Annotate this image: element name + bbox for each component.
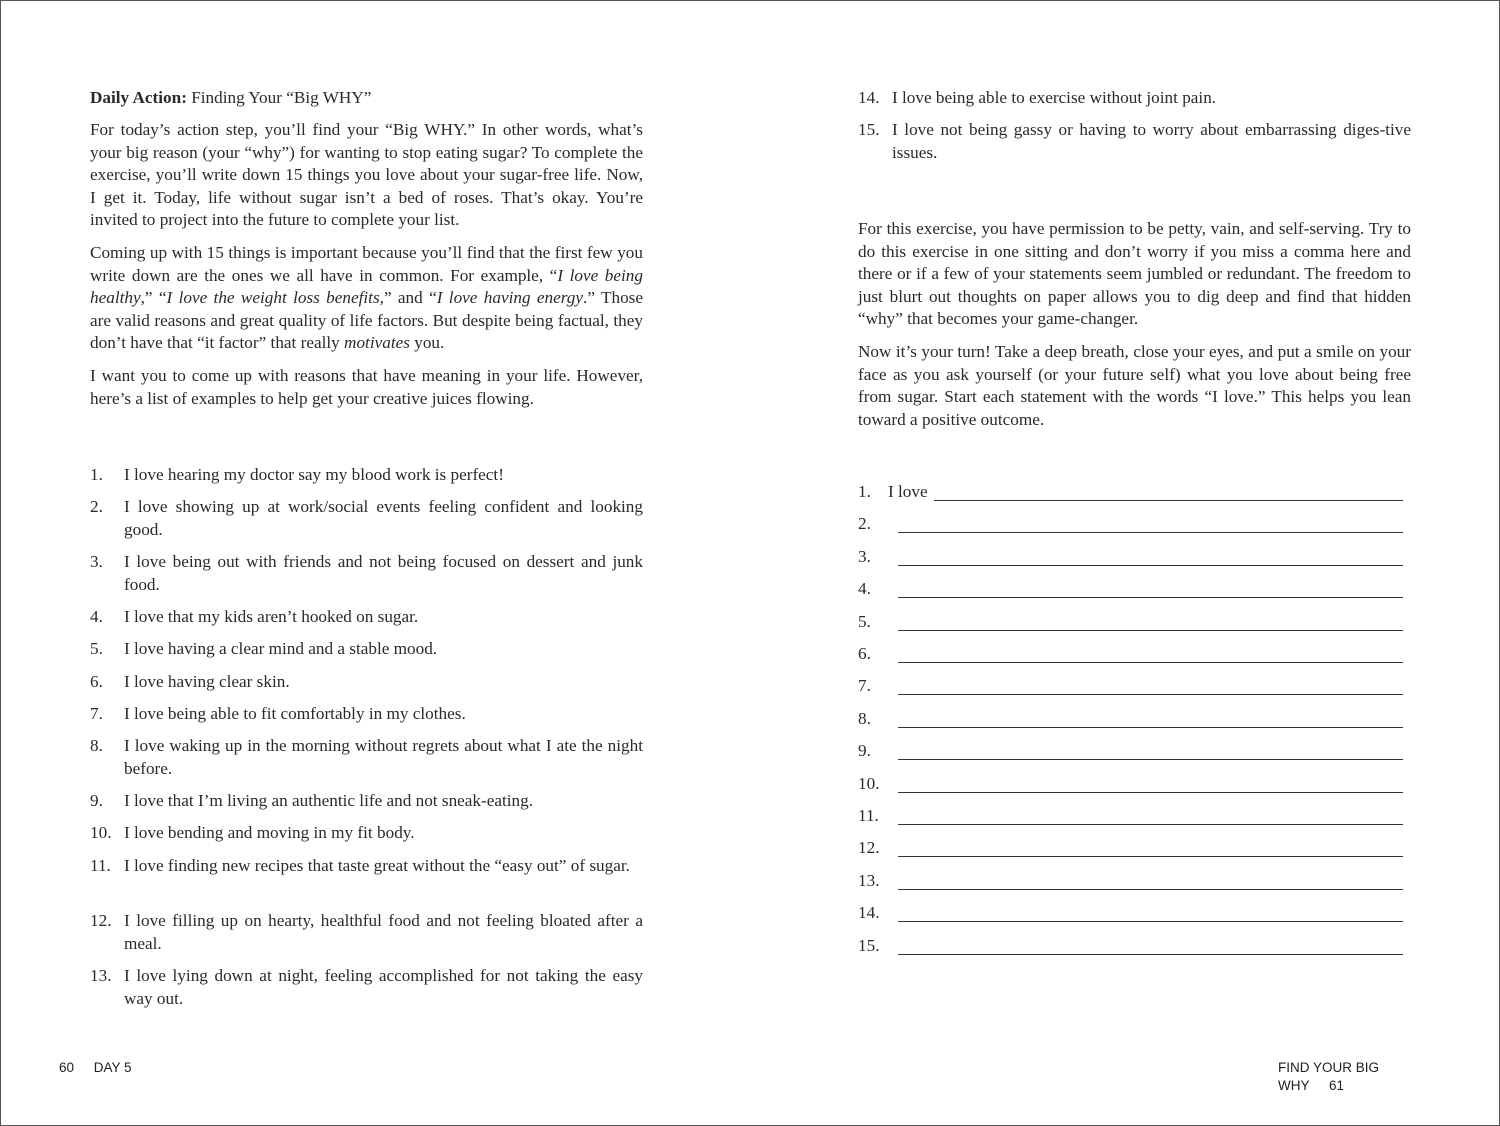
list-item-number: 13.	[90, 966, 112, 985]
list-item	[90, 965, 643, 1010]
fill-in-lead-text: I love	[888, 482, 928, 501]
list-item-text: I love lying down at night, feeling accomplished for not taking the easy way out.	[124, 966, 643, 1008]
list-item-text: I love finding new recipes that taste great without the “easy out” of sugar.	[124, 856, 630, 875]
para2-emphasis: motivates	[344, 333, 410, 353]
list-item	[90, 606, 643, 629]
list-item-number: 14.	[858, 88, 880, 107]
list-item-number: 6.	[90, 672, 103, 691]
fill-in-row	[858, 902, 1403, 924]
list-item-number: 11.	[90, 856, 111, 875]
fill-in-row	[858, 805, 1403, 827]
fill-in-blank-line[interactable]	[898, 597, 1403, 598]
list-item	[90, 638, 643, 661]
para2-example-3: I love having energy	[436, 288, 584, 308]
list-item-number: 12.	[90, 911, 112, 930]
list-item-text: I love having a clear mind and a stable mood.	[124, 639, 438, 658]
fill-in-blank-line[interactable]	[898, 954, 1403, 955]
fill-in-row	[858, 708, 1403, 730]
list-item-text: I love being able to fit comfortably in my clothes.	[124, 704, 466, 723]
list-item-text: I love showing up at work/social events feeling confident and looking good.	[124, 497, 643, 539]
right-footer	[1278, 1059, 1411, 1095]
fill-in-row	[858, 773, 1403, 795]
fill-in-row	[858, 935, 1403, 957]
fill-in-row	[858, 740, 1403, 762]
fill-in-blank-line[interactable]	[898, 792, 1403, 793]
list-item	[858, 87, 1411, 110]
left-page	[59, 0, 643, 1126]
page-number: 60	[59, 1060, 75, 1075]
list-item	[90, 496, 643, 541]
fill-in-number: 12.	[858, 838, 880, 858]
list-item-text: I love that I’m living an authentic life and not sneak-eating.	[124, 791, 534, 810]
fill-in-blank-line[interactable]	[898, 856, 1403, 857]
list-item	[90, 855, 643, 878]
para2-example-1: I love being healthy	[90, 265, 643, 308]
list-item-number: 10.	[90, 823, 112, 842]
fill-in-blank-line[interactable]	[898, 759, 1403, 760]
list-item	[90, 551, 643, 596]
fill-in-blank-line[interactable]	[898, 565, 1403, 566]
fill-in-number: 2.	[858, 514, 871, 534]
list-item-number: 5.	[90, 639, 103, 658]
running-head: FIND YOUR BIG WHY	[1278, 1060, 1380, 1093]
fill-in-row	[858, 513, 1403, 535]
fill-in-number: 4.	[858, 579, 871, 599]
list-item	[90, 910, 643, 955]
list-item-text: I love being able to exercise without joint pain.	[892, 88, 1217, 107]
list-item-text: I love having clear skin.	[124, 672, 290, 691]
heading-title: Finding Your “Big WHY”	[191, 88, 372, 107]
fill-in-number: 14.	[858, 903, 880, 923]
list-item-text: I love not being gassy or having to worry about embarrassing diges-tive issues.	[892, 120, 1411, 162]
fill-in-number: 9.	[858, 741, 871, 761]
right-page	[858, 0, 1411, 1126]
list-item-number: 8.	[90, 736, 103, 755]
permission-paragraph: For this exercise, you have permission to be petty, vain, and self-serving. Try to do this exercise in one sitting and don’t worry if you miss a comma here and there or if a few of your statements seem jumbled or redundant. The freedom to just blurt out thoughts on paper allows you to dig deep and find that hidden “why” that becomes your game-changer.	[858, 219, 1411, 329]
fill-in-blank-line[interactable]	[898, 889, 1403, 890]
fill-in-number: 1.	[858, 482, 871, 501]
fill-in-number: 3.	[858, 546, 871, 566]
heading-label: Daily Action:	[90, 88, 187, 107]
fill-in-number: 6.	[858, 644, 871, 663]
list-item-text: I love bending and moving in my fit body.	[124, 823, 415, 842]
list-item-text: I love hearing my doctor say my blood work is perfect!	[124, 465, 504, 484]
list-item	[858, 119, 1411, 164]
fill-in-number: 5.	[858, 611, 871, 631]
fill-in-number: 11.	[858, 806, 879, 825]
para2-text-4: .” Those are valid reasons and great quality of life factors. But despite being factual, they don’t have that “it factor” that really	[90, 288, 643, 353]
running-head: DAY 5	[93, 1060, 132, 1075]
fill-in-number: 15.	[858, 935, 880, 955]
intro-paragraph: For today’s action step, you’ll find your “Big WHY.” In other words, what’s your big reason (your “why”) for wanting to stop eating sugar? To complete the exercise, you’ll write down 15 things you love about your sugar-free life. Now, I get it. Today, life without sugar isn’t a bed of roses. That’s okay. You’re invited to project into the future to complete your list.	[90, 120, 643, 230]
list-item	[90, 735, 643, 780]
fill-in-row	[858, 611, 1403, 633]
your-turn-paragraph: Now it’s your turn! Take a deep breath, close your eyes, and put a smile on your face as you ask yourself (or your future self) what you love about being free from sugar. Start each statement with the words “I love.” This helps you lean toward a positive outcome.	[858, 342, 1411, 429]
fill-in-number: 13.	[858, 870, 880, 890]
fill-in-blank-line[interactable]	[898, 630, 1403, 631]
explanation-paragraph	[90, 242, 643, 355]
list-item-text: I love that my kids aren’t hooked on sugar.	[124, 607, 419, 626]
fill-in-row	[858, 546, 1403, 568]
fill-in-row	[858, 675, 1403, 697]
fill-in-row	[858, 643, 1403, 665]
list-item	[90, 822, 643, 845]
para2-example-2: I love the weight loss benefits	[166, 288, 380, 308]
fill-in-blank-line[interactable]	[898, 727, 1403, 728]
fill-in-row	[858, 870, 1403, 892]
left-footer	[59, 1059, 132, 1077]
fill-in-number: 10.	[858, 773, 880, 793]
fill-in-number: 8.	[858, 708, 871, 728]
list-item-number: 7.	[90, 704, 103, 723]
para2-text-5: you.	[409, 333, 445, 353]
daily-action-heading	[90, 87, 371, 110]
list-item-number: 1.	[90, 465, 103, 484]
fill-in-blank-line[interactable]	[898, 824, 1403, 825]
fill-in-blank-line[interactable]	[898, 662, 1403, 663]
para2-text-2: ,” “	[140, 288, 167, 308]
fill-in-blank-line[interactable]	[898, 694, 1403, 695]
list-item-number: 15.	[858, 120, 880, 139]
page-number: 61	[1329, 1078, 1345, 1093]
list-item-number: 4.	[90, 607, 103, 626]
list-item	[90, 464, 643, 487]
fill-in-blank-line[interactable]	[934, 500, 1403, 501]
list-item-text: I love filling up on hearty, healthful food and not feeling bloated after a meal.	[124, 911, 643, 953]
list-item	[90, 671, 643, 694]
fill-in-number: 7.	[858, 676, 871, 696]
fill-in-blank-line[interactable]	[898, 921, 1403, 922]
list-item	[90, 790, 643, 813]
fill-in-row	[858, 578, 1403, 600]
list-item-number: 2.	[90, 497, 103, 516]
list-item-number: 9.	[90, 791, 103, 810]
para2-text-1: Coming up with 15 things is important because you’ll find that the first few you write down are the ones we all have in common. For example, “	[90, 243, 643, 285]
fill-in-row	[858, 481, 1403, 503]
list-item-text: I love waking up in the morning without regrets about what I ate the night before.	[124, 736, 643, 778]
list-item-text: I love being out with friends and not being focused on dessert and junk food.	[124, 552, 643, 594]
fill-in-row	[858, 837, 1403, 859]
examples-intro-paragraph: I want you to come up with reasons that have meaning in your life. However, here’s a list of examples to help get your creative juices flowing.	[90, 366, 643, 408]
para2-text-3: ,” and “	[379, 288, 437, 308]
list-item	[90, 703, 643, 726]
list-item-number: 3.	[90, 552, 103, 571]
fill-in-blank-line[interactable]	[898, 532, 1403, 533]
